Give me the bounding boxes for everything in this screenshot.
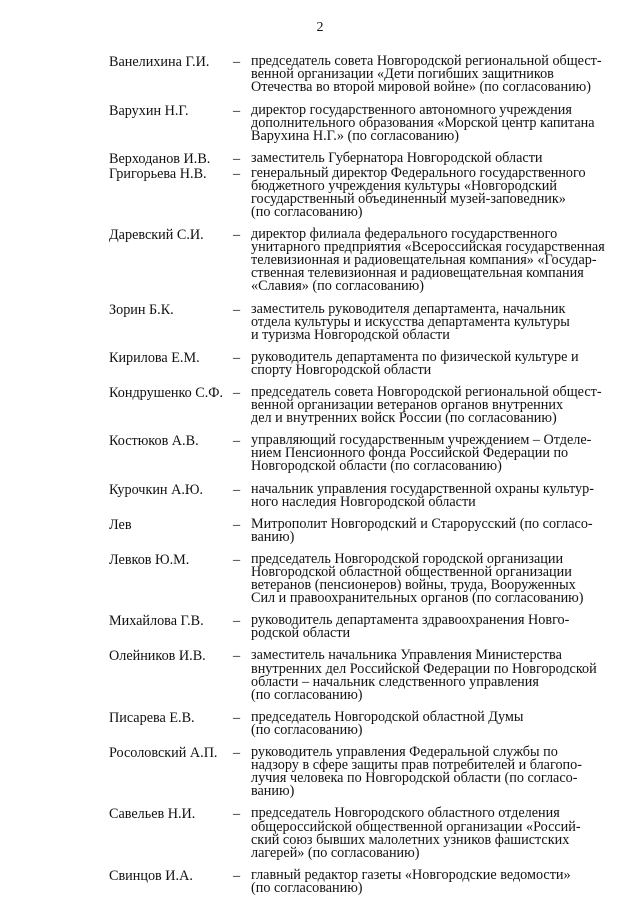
position-line: Новгородской областной общественной организации [251, 564, 572, 580]
position-line: внутренних дел Российской Федерации по Новгородской [251, 660, 597, 677]
list-item [0, 649, 640, 701]
dash-separator: – [233, 867, 241, 884]
member-position [251, 149, 606, 166]
dash-separator: – [233, 613, 241, 630]
member-name: Кирилова Е.М. [109, 349, 200, 366]
position-line: председатель совета Новгородской региональной общест- [251, 383, 602, 400]
position-line: отдела культуры и искусства департамента культуры [251, 313, 570, 330]
list-item [0, 228, 640, 293]
member-position [251, 104, 606, 143]
position-line: ванию) [251, 528, 295, 545]
member-position [251, 746, 606, 798]
member-position [251, 228, 606, 293]
position-line: руководитель управления Федеральной службы по [251, 744, 558, 761]
member-position [251, 348, 606, 378]
dash-separator: – [233, 301, 241, 318]
position-line: области – начальник следственного управления [251, 673, 539, 690]
dash-separator: – [233, 227, 241, 244]
position-line: председатель Новгородской городской организации [251, 550, 564, 567]
dash-separator: – [233, 433, 241, 450]
member-position [251, 55, 606, 94]
member-name: Левков Ю.М. [109, 551, 190, 568]
position-line: Новгородской области (по согласованию) [251, 458, 502, 475]
position-line: главный редактор газеты «Новгородские ведомости» [251, 866, 571, 883]
dash-separator: – [233, 384, 241, 401]
position-line: руководитель департамента по физической культуре и [251, 348, 579, 365]
page-number: 2 [316, 20, 324, 35]
dash-separator: – [233, 551, 241, 568]
dash-separator: – [233, 165, 241, 182]
member-position [251, 708, 606, 738]
member-name: Курочкин А.Ю. [109, 481, 203, 498]
member-name: Верходанов И.В. [109, 150, 211, 167]
member-name: Даревский С.И. [109, 227, 204, 244]
position-line: телевизионная и радиовещательная компания» «Государ- [251, 252, 597, 269]
position-line: надзору в сфере защиты прав потребителей и благопо- [251, 757, 582, 774]
position-line: ский союз бывших малолетних узников фашистских [251, 831, 570, 848]
dash-separator: – [233, 481, 241, 498]
dash-separator: – [233, 103, 241, 120]
position-line: ветеранов (пенсионеров) войны, труда, Вооруженных [251, 577, 576, 594]
member-position [251, 649, 606, 701]
position-line: начальник управления государственной охраны культур- [251, 480, 594, 497]
position-line: и туризма Новгородской области [251, 326, 450, 343]
position-line: ственная телевизионная и радиовещательная компания [251, 265, 584, 282]
position-line: Варухина Н.Г.» (по согласованию) [251, 128, 459, 145]
position-line: управляющий государственным учреждением – Отделе- [251, 432, 592, 449]
position-line: ного наследия Новгородской области [251, 493, 476, 510]
member-name: Ванелихина Г.И. [109, 54, 210, 70]
member-name: Росоловский А.П. [109, 745, 218, 762]
dash-separator: – [233, 709, 241, 726]
list-item [0, 866, 640, 896]
position-line: лагерей» (по согласованию) [251, 844, 420, 861]
list-item [0, 614, 640, 640]
member-position [251, 866, 606, 896]
position-line: спорту Новгородской области [251, 361, 432, 378]
list-item [0, 480, 640, 510]
dash-separator: – [233, 648, 241, 665]
position-line: (по согласованию) [251, 879, 363, 896]
position-line: (по согласованию) [251, 686, 363, 703]
list-item [0, 55, 640, 94]
member-name: Кондрушенко С.Ф. [109, 384, 224, 401]
list-item [0, 383, 640, 427]
position-line: государственный объединенный музей-заповедник» [251, 190, 566, 207]
list-item [0, 149, 640, 167]
position-line: Сил и правоохранительных органов (по согласованию) [251, 590, 584, 607]
position-line: (по согласованию) [251, 203, 363, 220]
member-position [251, 383, 606, 427]
member-name: Михайлова Г.В. [109, 613, 204, 630]
member-name: Лев [109, 516, 132, 533]
position-line: Митрополит Новгородский и Старорусский (по согласо- [251, 515, 593, 532]
position-line: заместитель начальника Управления Министерства [251, 647, 562, 664]
list-item [0, 550, 640, 607]
member-position [251, 434, 606, 473]
dash-separator: – [233, 516, 241, 533]
dash-separator: – [233, 349, 241, 366]
position-line: лучия человека по Новгородской области (по согласо- [251, 770, 578, 787]
position-line: дополнительного образования «Морской центр капитана [251, 115, 595, 132]
position-line: заместитель руководителя департамента, начальник [251, 300, 566, 317]
list-item [0, 300, 640, 343]
member-name: Варухин Н.Г. [109, 103, 189, 120]
member-position [251, 480, 606, 510]
member-name: Григорьева Н.В. [109, 165, 207, 182]
position-line: (по согласованию) [251, 721, 363, 738]
list-item [0, 164, 640, 220]
position-line: директор государственного автономного учреждения [251, 102, 572, 119]
position-line: венной организации «Дети погибших защитников [251, 66, 554, 83]
position-line: бюджетного учреждения культуры «Новгородский [251, 177, 557, 194]
members-list [0, 55, 640, 904]
list-item [0, 708, 640, 738]
member-position [251, 300, 606, 343]
list-item [0, 104, 640, 143]
member-name: Савельев Н.И. [109, 806, 196, 823]
list-item [0, 434, 640, 473]
position-line: председатель Новгородского областного отделения [251, 805, 560, 822]
position-line: нием Пенсионного фонда Российской Федерации по [251, 445, 569, 462]
member-name: Писарева Е.В. [109, 709, 195, 726]
position-line: унитарного предприятия «Всероссийская государственная [251, 239, 605, 256]
member-name: Свинцов И.А. [109, 867, 193, 884]
position-line: «Славия» (по согласованию) [251, 278, 424, 295]
position-line: председатель совета Новгородской региональной общест- [251, 53, 602, 69]
dash-separator: – [233, 806, 241, 823]
member-position [251, 550, 606, 607]
list-item [0, 807, 640, 859]
position-line: венной организации ветеранов органов внутренних [251, 397, 564, 414]
dash-separator: – [233, 54, 241, 70]
member-name: Костюков А.В. [109, 433, 199, 450]
member-position [251, 614, 606, 640]
list-item [0, 746, 640, 798]
position-line: руководитель департамента здравоохранения Новго- [251, 612, 570, 629]
position-line: председатель Новгородской областной Думы [251, 708, 524, 725]
position-line: дел и внутренних войск России (по согласованию) [251, 410, 557, 427]
member-position [251, 515, 606, 545]
position-line: директор филиала федерального государственного [251, 226, 558, 243]
list-item [0, 515, 640, 545]
position-line: общероссийской общественной организации «Россий- [251, 818, 581, 835]
dash-separator: – [233, 150, 241, 167]
list-item [0, 348, 640, 378]
position-line: генеральный директор Федерального государственного [251, 164, 586, 181]
member-name: Зорин Б.К. [109, 301, 174, 318]
position-line: ванию) [251, 783, 295, 800]
position-line: заместитель Губернатора Новгородской области [251, 149, 543, 166]
member-position [251, 164, 606, 220]
position-line: родской области [251, 625, 351, 642]
position-line: Отечества во второй мировой войне» (по согласованию) [251, 79, 591, 96]
member-name: Олейников И.В. [109, 648, 206, 665]
dash-separator: – [233, 745, 241, 762]
member-position [251, 807, 606, 859]
